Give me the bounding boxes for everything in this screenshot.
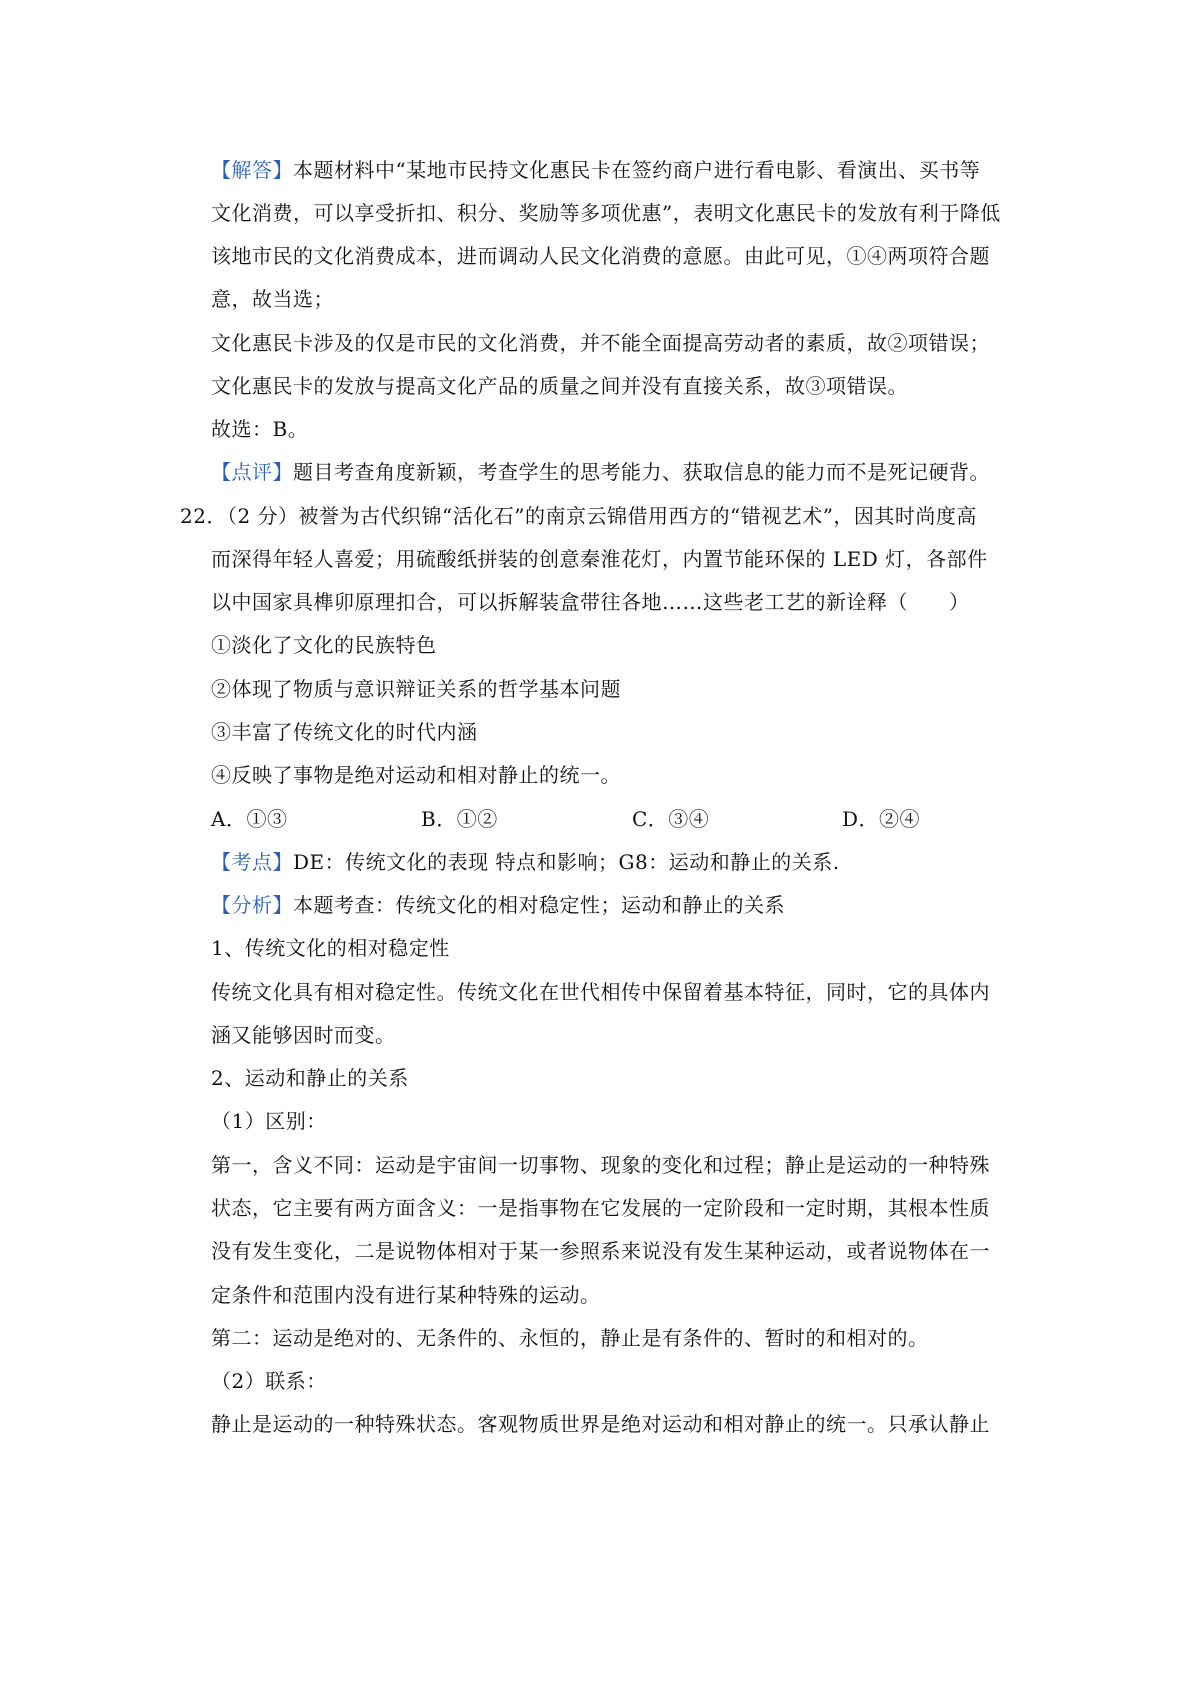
statement-3: ③丰富了传统文化的时代内涵 <box>211 720 478 744</box>
analysis-para-2d: 定条件和范围内没有进行某种特殊的运动。 <box>211 1283 601 1307</box>
analysis-para-4: 静止是运动的一种特殊状态。客观物质世界是绝对运动和相对静止的统一。只承认静止 <box>211 1412 990 1436</box>
analysis-para-2b: 状态，它主要有两方面含义：一是指事物在它发展的一定阶段和一定时期，其根本性质 <box>211 1196 990 1220</box>
review-tag: 【点评】 <box>211 460 293 484</box>
analysis-para-1: 传统文化具有相对稳定性。传统文化在世代相传中保留着基本特征，同时，它的具体内 <box>211 980 990 1004</box>
option-a: A．①③ <box>211 807 288 831</box>
answer-line-4: 意，故当选； <box>211 287 334 311</box>
answer-line-6: 文化惠民卡的发放与提高文化产品的质量之间并没有直接关系，故③项错误。 <box>211 374 908 398</box>
analysis-heading-1: 1、传统文化的相对稳定性 <box>211 936 450 960</box>
analysis-para-2c: 没有发生变化，二是说物体相对于某一参照系来说没有发生某种运动，或者说物体在一 <box>211 1239 990 1263</box>
answer-tag: 【解答】 <box>211 158 293 182</box>
question-22-line-2: 而深得年轻人喜爱；用硫酸纸拼装的创意秦淮花灯，内置节能环保的 LED 灯，各部件 <box>211 547 988 571</box>
knowledge-point-line: 【考点】DE：传统文化的表现 特点和影响；G8：运动和静止的关系. <box>211 850 840 874</box>
statement-4: ④反映了事物是绝对运动和相对静止的统一。 <box>211 763 621 787</box>
statement-1: ①淡化了文化的民族特色 <box>211 633 437 657</box>
analysis-tag: 【分析】 <box>211 893 293 917</box>
analysis-subheading-difference: （1）区别： <box>211 1109 327 1133</box>
option-b: B．①② <box>421 807 498 831</box>
analysis-para-2a: 第一，含义不同：运动是宇宙间一切事物、现象的变化和过程；静止是运动的一种特殊 <box>211 1153 990 1177</box>
analysis-para-3: 第二：运动是绝对的、无条件的、永恒的，静止是有条件的、暂时的和相对的。 <box>211 1326 929 1350</box>
answer-line-2: 文化消费，可以享受折扣、积分、奖励等多项优惠”，表明文化惠民卡的发放有利于降低 <box>211 201 1001 225</box>
question-22-line-3: 以中国家具榫卯原理扣合，可以拆解装盒带往各地……这些老工艺的新诠释（ ） <box>211 590 970 614</box>
answer-line-3: 该地市民的文化消费成本，进而调动人民文化消费的意愿。由此可见，①④两项符合题 <box>211 244 990 268</box>
analysis-subheading-connection: （2）联系： <box>211 1369 327 1393</box>
review-line: 【点评】题目考查角度新颖，考查学生的思考能力、获取信息的能力而不是死记硬背。 <box>211 460 990 484</box>
option-c: C．③④ <box>632 807 710 831</box>
question-22-line-1: 22．（2 分）被誉为古代织锦“活化石”的南京云锦借用西方的“错视艺术”，因其时尚度高 <box>180 504 977 528</box>
answer-line-1: 【解答】本题材料中“某地市民持文化惠民卡在签约商户进行看电影、看演出、买书等 <box>211 158 981 182</box>
knowledge-point-tag: 【考点】 <box>211 850 293 874</box>
option-d: D．②④ <box>842 807 921 831</box>
answer-line-5: 文化惠民卡涉及的仅是市民的文化消费，并不能全面提高劳动者的素质，故②项错误； <box>211 331 990 355</box>
analysis-heading-2: 2、运动和静止的关系 <box>211 1066 409 1090</box>
statement-2: ②体现了物质与意识辩证关系的哲学基本问题 <box>211 677 621 701</box>
analysis-para-1b: 涵又能够因时而变。 <box>211 1023 396 1047</box>
analysis-line: 【分析】本题考查：传统文化的相对稳定性；运动和静止的关系 <box>211 893 785 917</box>
answer-choice-line: 故选：B。 <box>211 417 309 441</box>
